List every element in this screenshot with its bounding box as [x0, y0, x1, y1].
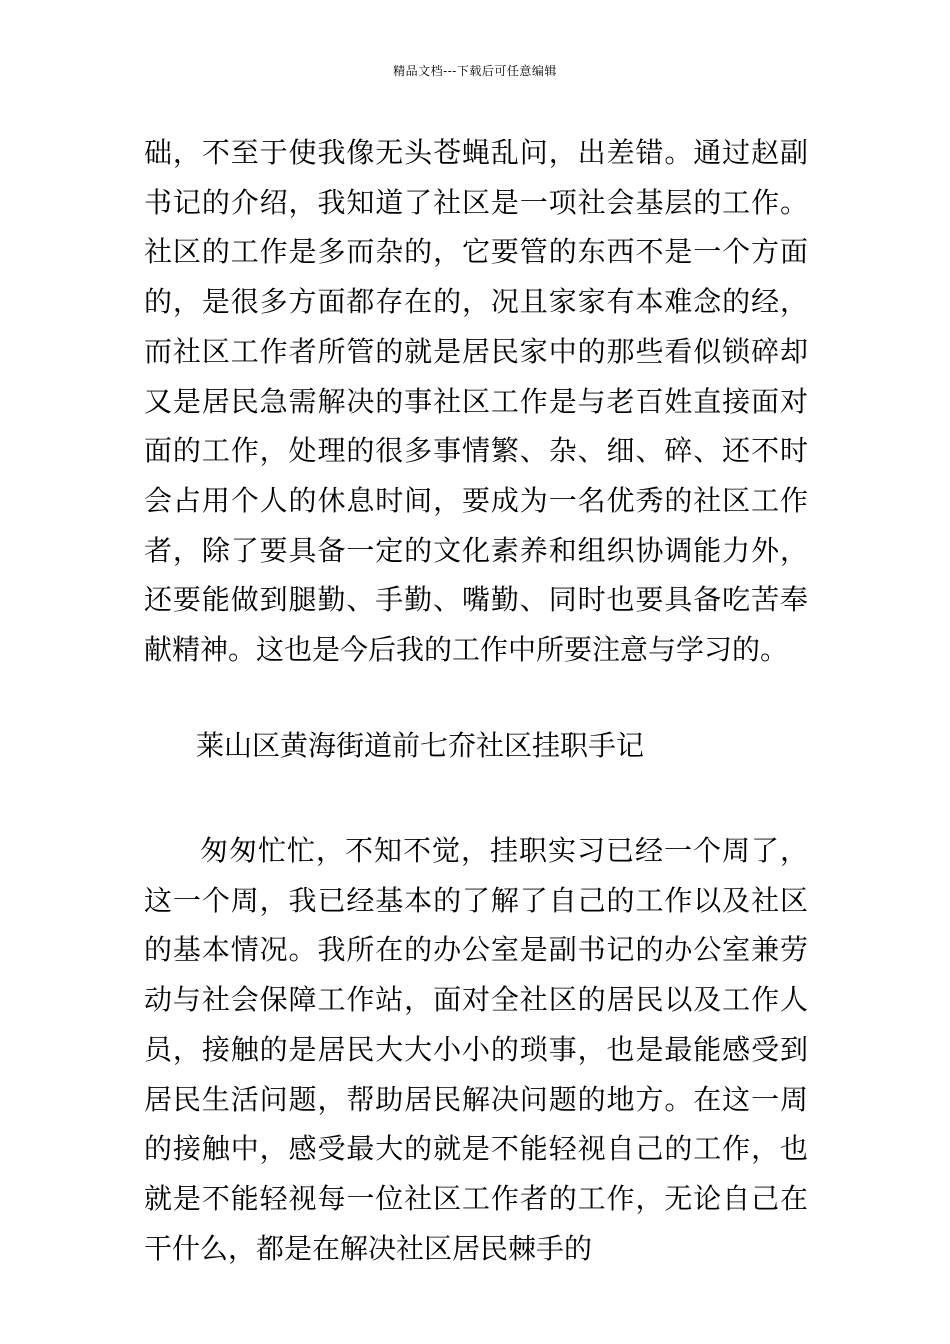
body-paragraph-1: 础，不至于使我像无头苍蝇乱问，出差错。通过赵副书记的介绍，我知道了社区是一项社会基层的工作。社区的工作是多而杂的，它要管的东西不是一个方面的，是很多方面都存在的，况且家家有本难念的经，而社区工作者所管的就是居民家中的那些看似锁碎却又是居民急需解决的事社区工作是与老百姓直接面对面的工作，处理的很多事情繁、杂、细、碎、还不时会占用个人的休息时间，要成为一名优秀的社区工作者，除了要具备一定的文化素养和组织协调能力外，还要能做到腿勤、手勤、嘴勤、同时也要具备吃苦奉献精神。这也是今后我的工作中所要注意与学习的。 [144, 136, 808, 667]
body-paragraph-2: 匆匆忙忙，不知不觉，挂职实习已经一个周了，这一个周，我已经基本的了解了自己的工作以及社区的基本情况。我所在的办公室是副书记的办公室兼劳动与社会保障工作站，面对全社区的居民以及工作人员，接触的是居民大大小小的琐事，也是最能感受到居民生活问题，帮助居民解决问题的地方。在这一周的接触中，感受最大的就是不能轻视自己的工作，也就是不能轻视每一位社区工作者的工作，无论自己在干什么，都是在解决社区居民棘手的 [144, 834, 808, 1265]
section-title: 莱山区黄海街道前七夼社区挂职手记 [196, 729, 645, 762]
page-header: 精品文档---下载后可任意编辑 [393, 64, 557, 78]
